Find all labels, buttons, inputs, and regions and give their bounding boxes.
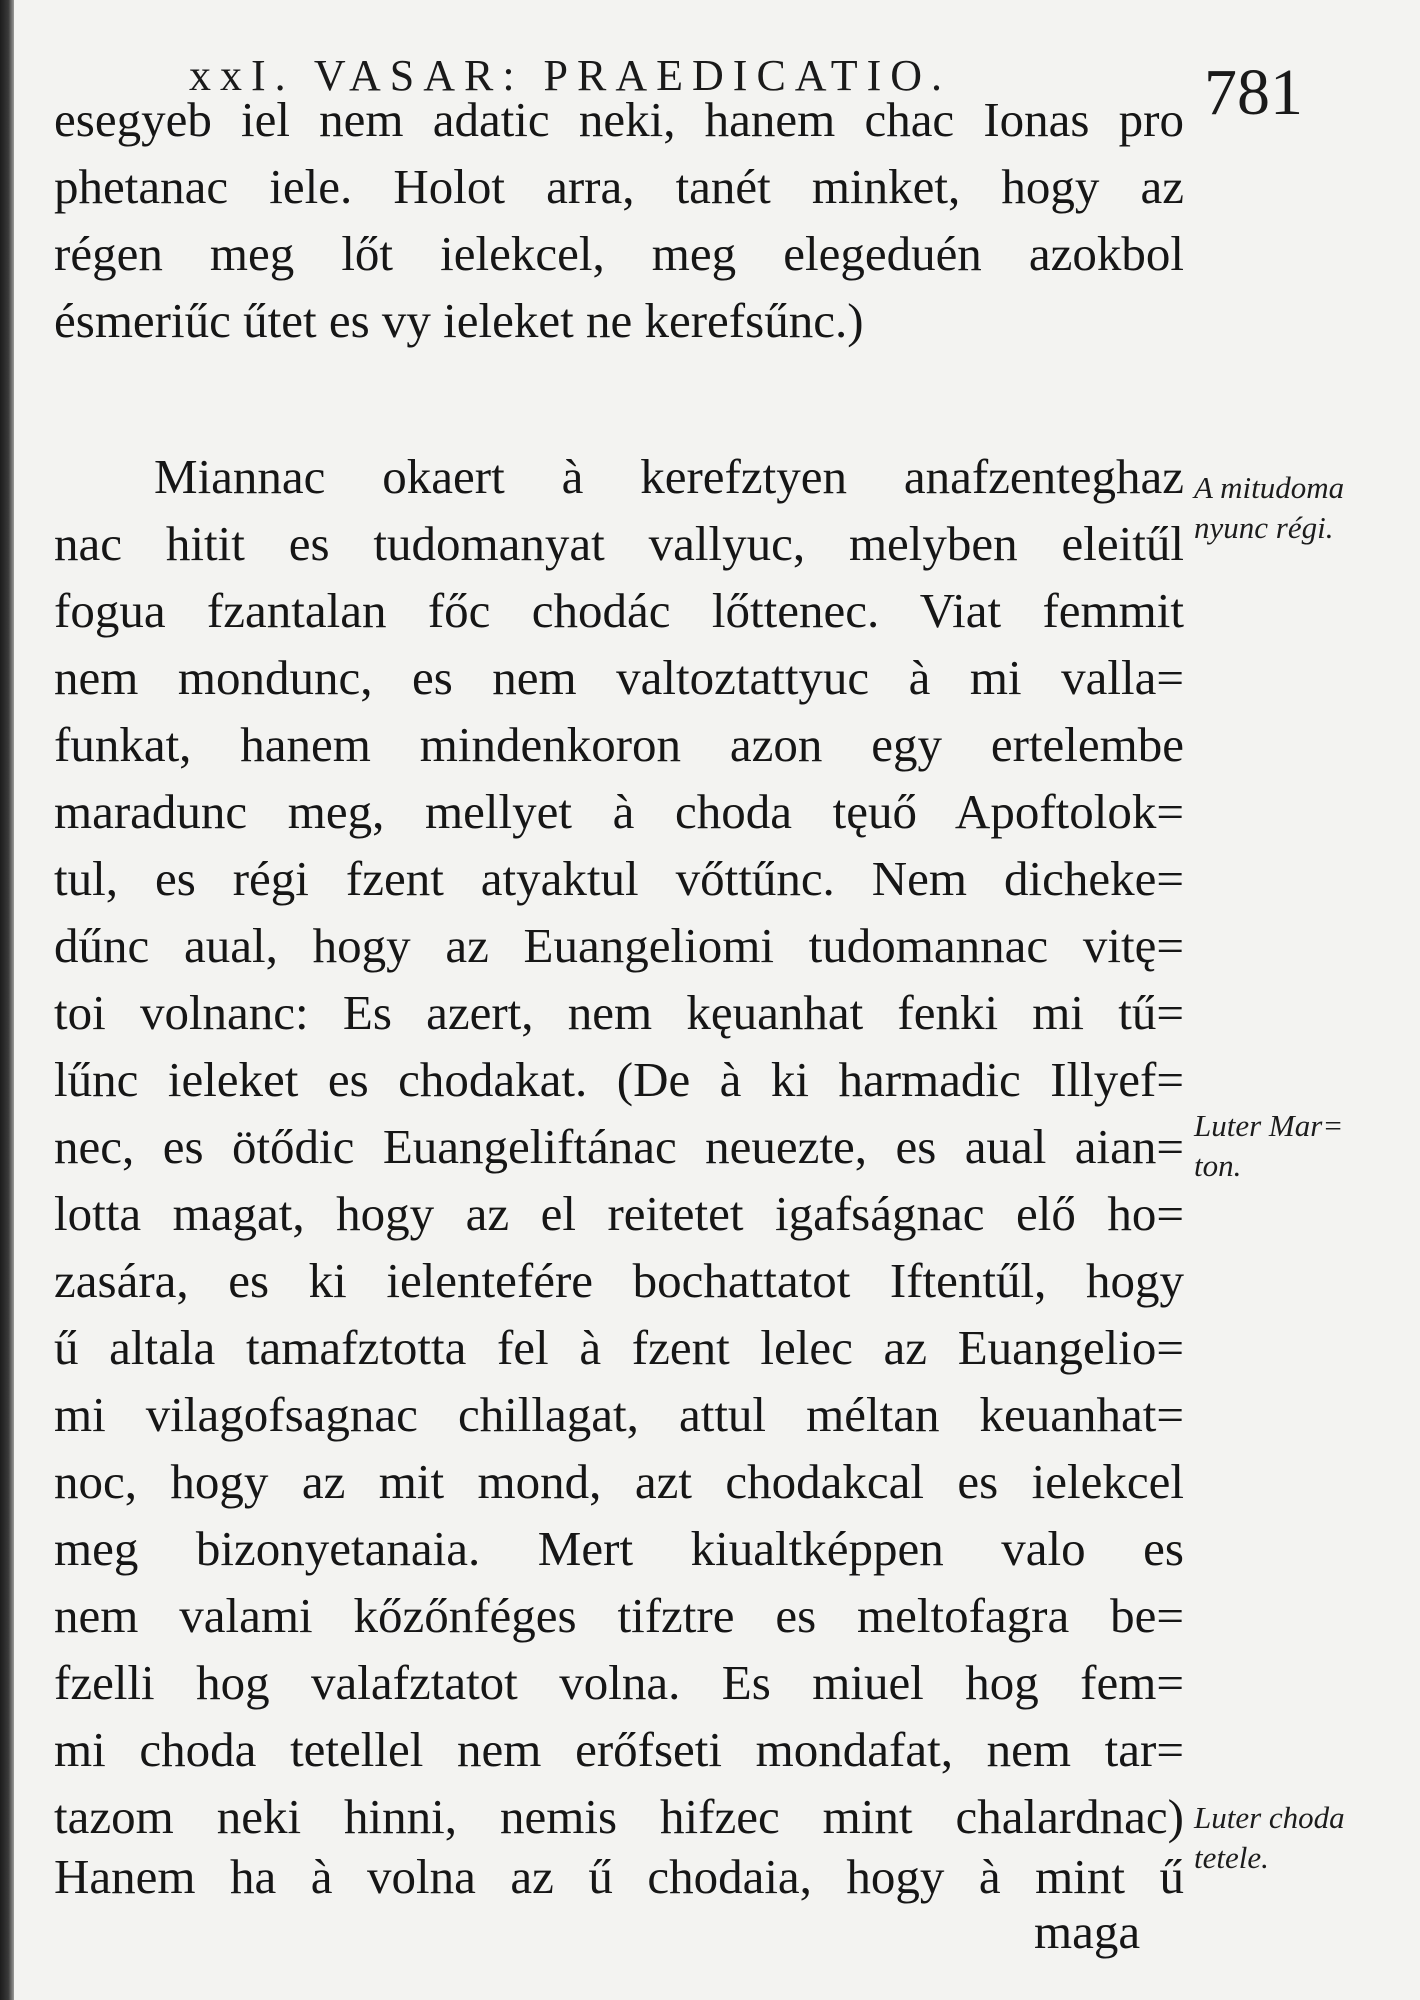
text-line: toi volnanc: Es azert, nem kęuanhat fenki mi tű= bbox=[54, 985, 1184, 1040]
marginal-note bbox=[1194, 1798, 1414, 1878]
text-line: lűnc ieleket es chodakat. (De à ki harmadic Illyef= bbox=[54, 1052, 1184, 1107]
marginal-note bbox=[1194, 1106, 1414, 1186]
text-line: tul, es régi fzent atyaktul vőttűnc. Nem dicheke= bbox=[54, 851, 1184, 906]
text-line: nem valami kőzőnféges tifztre es meltofagra be= bbox=[54, 1588, 1184, 1643]
marginal-note-line: Luter Mar= bbox=[1194, 1108, 1344, 1143]
marginal-note bbox=[1194, 468, 1414, 548]
marginal-note-line: nyunc régi. bbox=[1194, 510, 1334, 545]
text-line: funkat, hanem mindenkoron azon egy ertelembe bbox=[54, 717, 1184, 772]
text-line: nac hitit es tudomanyat vallyuc, melyben eleitűl bbox=[54, 516, 1184, 571]
marginal-note-line: tetele. bbox=[1194, 1840, 1269, 1875]
text-line: dűnc aual, hogy az Euangeliomi tudomannac vitę= bbox=[54, 918, 1184, 973]
text-line: ű altala tamafztotta fel à fzent lelec az Euangelio= bbox=[54, 1320, 1184, 1375]
text-line: ésmeriűc űtet es vy ieleket ne kerefsűnc.) bbox=[54, 293, 864, 348]
text-line: meg bizonyetanaia. Mert kiualtképpen valo es bbox=[54, 1521, 1184, 1576]
text-line: nec, es ötődic Euangeliftánac neuezte, es aual aian= bbox=[54, 1119, 1184, 1174]
text-line: tazom neki hinni, nemis hifzec mint chalardnac) bbox=[54, 1789, 1184, 1844]
page-number: 781 bbox=[1204, 56, 1303, 129]
text-line: mi vilagofsagnac chillagat, attul méltan keuanhat= bbox=[54, 1387, 1184, 1442]
text-line: phetanac iele. Holot arra, tanét minket, hogy az bbox=[54, 159, 1184, 214]
marginal-note-line: A mitudoma bbox=[1194, 470, 1345, 505]
text-line: Hanem ha à volna az ű chodaia, hogy à mint ű bbox=[54, 1849, 1184, 1904]
page-binding-edge bbox=[0, 0, 14, 2000]
marginal-note-line: ton. bbox=[1194, 1148, 1242, 1183]
book-page bbox=[14, 0, 1420, 2000]
text-line: esegyeb iel nem adatic neki, hanem chac Ionas pro bbox=[54, 92, 1184, 147]
text-line: maradunc meg, mellyet à choda tęuő Apoftolok= bbox=[54, 784, 1184, 839]
text-line: lotta magat, hogy az el reitetet igafságnac elő ho= bbox=[54, 1186, 1184, 1241]
catchword: maga bbox=[1034, 1904, 1141, 1959]
running-head: xxI. VASAR: PRAEDICATIO. bbox=[189, 51, 952, 100]
text-line: fogua fzantalan főc chodác lőttenec. Viat femmit bbox=[54, 583, 1184, 638]
text-line: mi choda tetellel nem erőfseti mondafat, nem tar= bbox=[54, 1722, 1184, 1777]
text-line: zasára, es ki ielentefére bochattatot Iftentűl, hogy bbox=[54, 1253, 1184, 1308]
text-line: Miannac okaert à kerefztyen anafzenteghaz bbox=[154, 449, 1184, 504]
marginal-note-line: Luter choda bbox=[1194, 1800, 1345, 1835]
text-line: fzelli hog valafztatot volna. Es miuel hog fem= bbox=[54, 1655, 1184, 1710]
text-line: noc, hogy az mit mond, azt chodakcal es ielekcel bbox=[54, 1454, 1184, 1509]
text-line: nem mondunc, es nem valtoztattyuc à mi valla= bbox=[54, 650, 1184, 705]
text-line: régen meg lőt ielekcel, meg elegeduén azokbol bbox=[54, 226, 1184, 281]
